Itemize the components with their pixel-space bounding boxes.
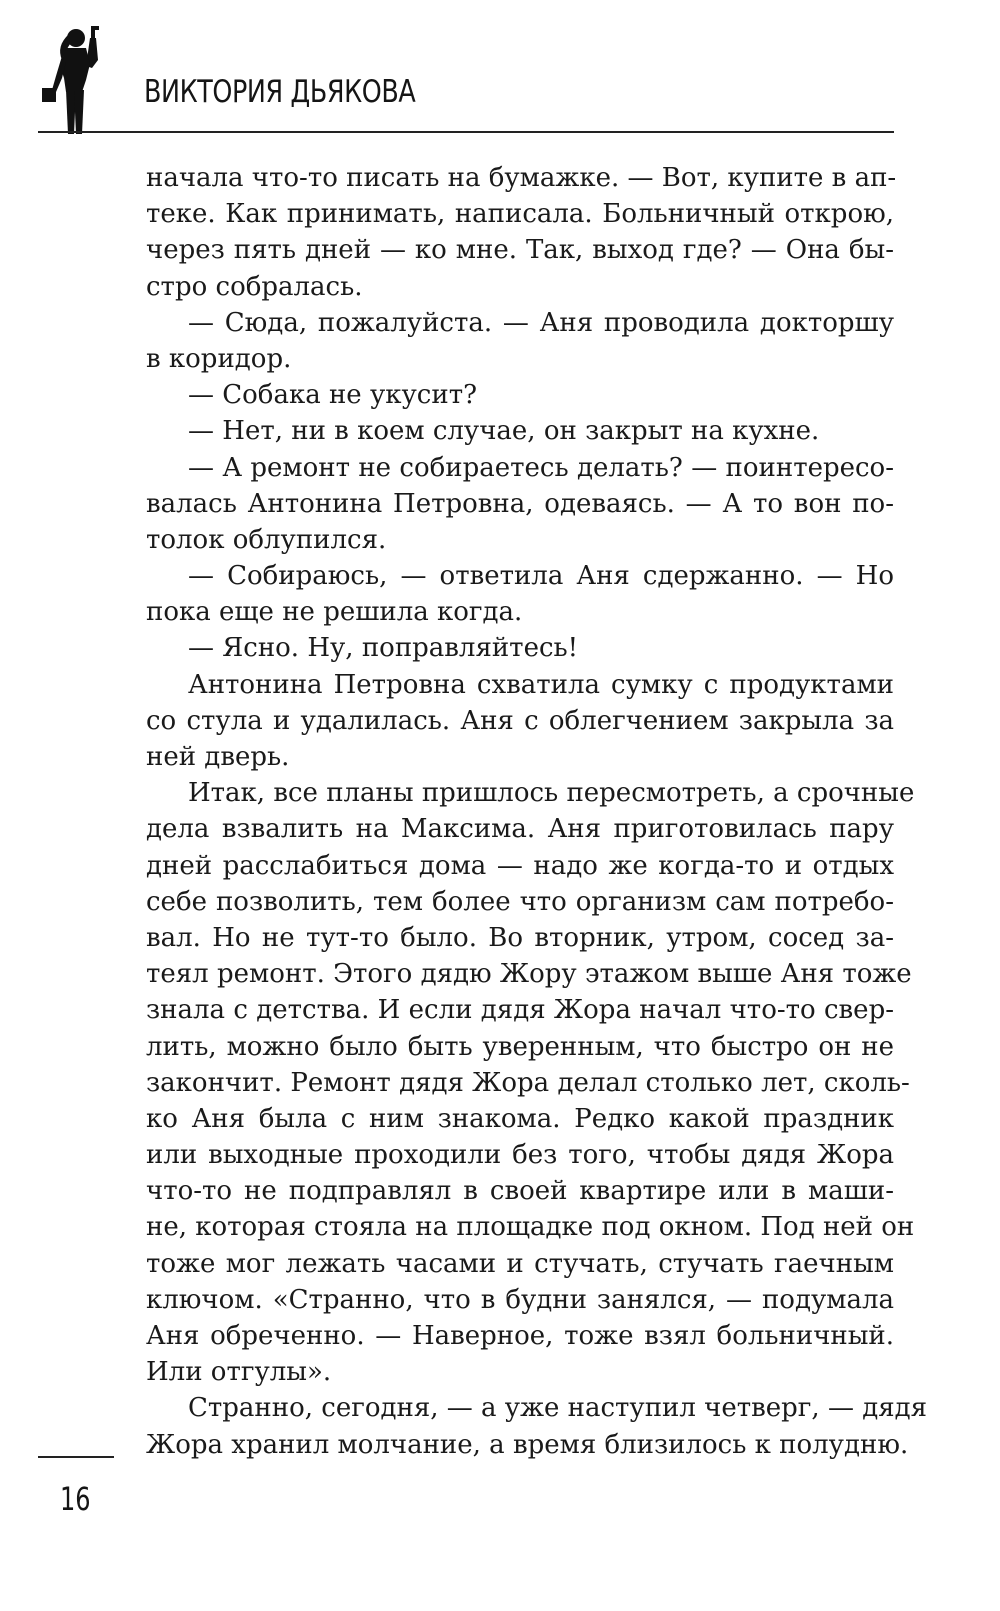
text-line: лить, можно было быть уверенным, что быстро он не [146, 1031, 894, 1062]
text-line: стро собралась. [146, 271, 363, 302]
text-line: Жора хранил молчание, а время близилось к полудню. [146, 1429, 909, 1460]
author-name: ВИКТОРИЯ ДЬЯКОВА [144, 74, 416, 110]
text-line: ключом. «Странно, что в будни занялся, — подумала [146, 1284, 894, 1315]
text-line: Или отгулы». [146, 1357, 332, 1388]
page-body [146, 160, 928, 1463]
text-line: ней дверь. [146, 742, 290, 772]
text-line: себе позволить, тем более что организм сам потребо- [146, 886, 894, 917]
text-line: в коридор. [146, 343, 292, 374]
text-line: Аня обреченно. — Наверное, тоже взял больничный. [146, 1321, 894, 1351]
text-line: теял ремонт. Этого дядю Жору этажом выше Аня тоже [146, 959, 912, 990]
page-number: 16 [60, 1480, 91, 1518]
text-line: толок облупился. [146, 524, 387, 555]
text-line: что-то не подправлял в своей квартире или в маши- [146, 1176, 894, 1207]
text-line: через пять дней — ко мне. Так, выход где? — Она бы- [146, 235, 894, 266]
text-line: знала с детства. И если дядя Жора начал что-то свер- [146, 995, 894, 1026]
text-line: — Нет, ни в коем случае, он закрыт на кухне. [188, 416, 820, 447]
text-line: Итак, все планы пришлось пересмотреть, а срочные [188, 778, 915, 809]
text-line: тоже мог лежать часами и стучать, стучать гаечным [146, 1248, 894, 1279]
text-line: начала что-то писать на бумажке. — Вот, купите в ап- [146, 163, 897, 193]
footer-divider [38, 1456, 114, 1458]
header-divider [38, 131, 894, 133]
text-line: или выходные проходили без того, чтобы дядя Жора [146, 1140, 894, 1171]
text-line: валась Антонина Петровна, одеваясь. — А то вон по- [146, 488, 894, 519]
text-line: — Собака не укусит? [188, 380, 478, 411]
text-line: — А ремонт не собираетесь делать? — поинтересо- [188, 452, 894, 483]
text-line: дела взвалить на Максима. Аня приготовилась пару [146, 814, 894, 845]
text-line: закончит. Ремонт дядя Жора делал столько лет, сколь- [146, 1067, 910, 1098]
woman-with-pistol-silhouette-icon [36, 16, 116, 136]
text-line: дней расслабиться дома — надо же когда-то и отдых [146, 850, 894, 881]
text-line: со стула и удалилась. Аня с облегчением закрыла за [146, 705, 894, 736]
text-line: — Собираюсь, — ответила Аня сдержанно. — Но [188, 561, 894, 592]
text-line: ко Аня была с ним знакома. Редко какой праздник [146, 1103, 894, 1134]
text-line: — Сюда, пожалуйста. — Аня проводила докторшу [188, 307, 894, 338]
text-line: Антонина Петровна схватила сумку с продуктами [188, 669, 894, 700]
text-line: вал. Но не тут-то было. Во вторник, утром, сосед за- [146, 922, 894, 953]
text-line: не, которая стояла на площадке под окном. Под ней он [146, 1212, 915, 1243]
text-line: — Ясно. Ну, поправляйтесь! [188, 633, 579, 664]
text-line: теке. Как принимать, написала. Больничный открою, [146, 199, 894, 230]
text-line: Странно, сегодня, — а уже наступил четверг, — дядя [188, 1393, 928, 1424]
text-line: пока еще не решила когда. [146, 597, 523, 628]
